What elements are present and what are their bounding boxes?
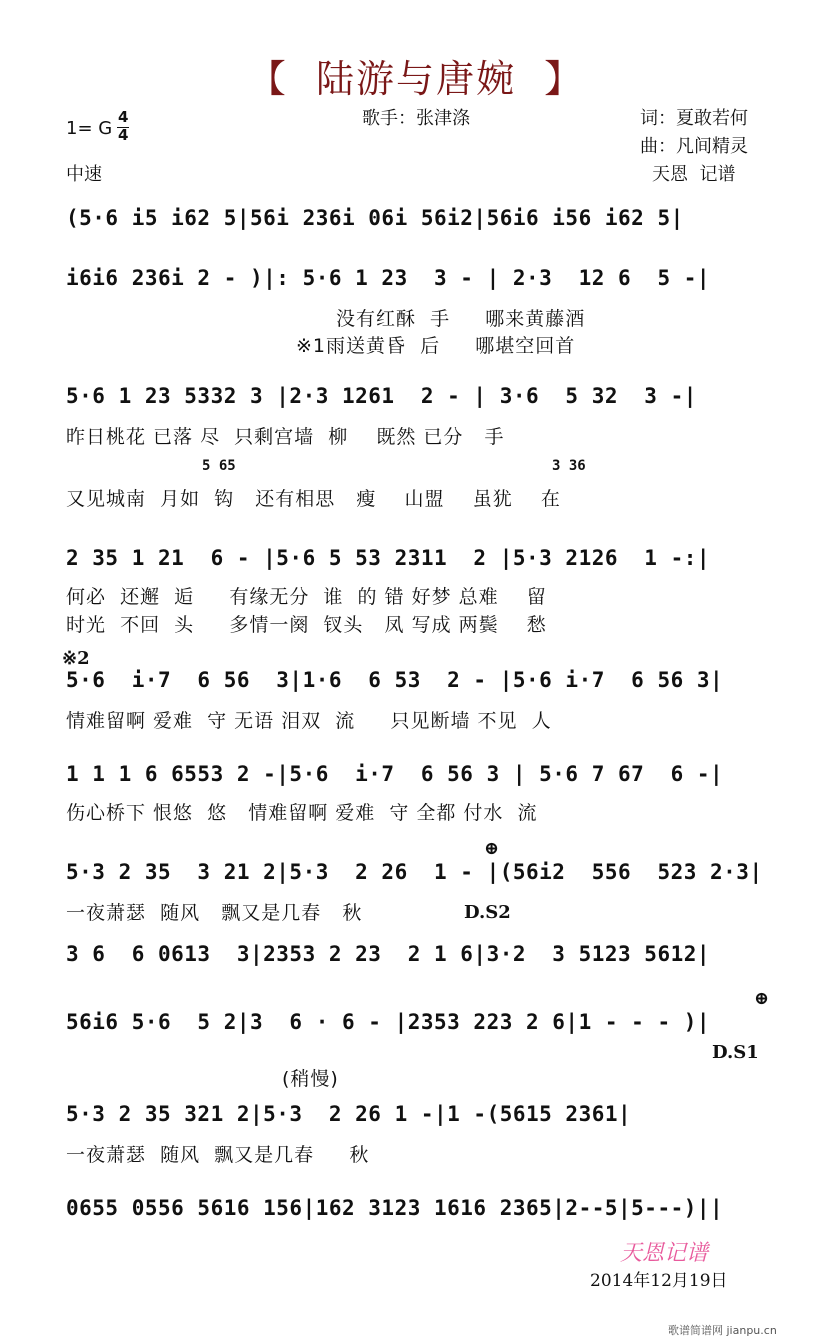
lyric-line-10: 一夜萧瑟 随风 飘又是几春 秋 — [66, 1144, 370, 1166]
segno-2: ※2 — [62, 648, 90, 669]
score-line-5: 5·6 i·7 6 56 3|1·6 6 53 2 - |5·6 i·7 6 56 3| — [66, 668, 724, 692]
singer-credit: 歌手：张津涤 — [362, 108, 470, 129]
lyric-verse2-line1: ※1雨送黄昏 后 哪堪空回首 — [296, 335, 576, 357]
score-line-2: i6i6 236i 2 - )|: 5·6 1 23 3 - | 2·3 12 6 5 -| — [66, 266, 711, 290]
transcriber-stamp: 天恩记谱 — [620, 1241, 709, 1266]
score-line-3: 5·6 1 23 5332 3 |2·3 1261 2 - | 3·6 5 32 3 -| — [66, 384, 697, 408]
coda-marker-1: ⊕ — [484, 838, 500, 859]
coda-marker-2: ⊕ — [754, 988, 770, 1009]
alt-notes-a: 5 65 — [202, 458, 236, 474]
score-line-6: 1 1 1 6 6553 2 -|5·6 i·7 6 56 3 | 5·6 7 67 6 -| — [66, 762, 724, 786]
composer-credit: 曲：凡间精灵 — [640, 136, 748, 157]
lyric-line-5: 情难留啊 爱难 守 无语 泪双 流 只见断墙 不见 人 — [66, 710, 552, 732]
lyric-line-3b: 又见城南 月如 钩 还有相思 瘦 山盟 虽犹 在 — [66, 488, 561, 510]
time-signature-bottom: 4 — [118, 126, 129, 144]
score-line-7: 5·3 2 35 3 21 2|5·3 2 26 1 - |(56i2 556 523 2·3| — [66, 860, 763, 884]
time-signature-top: 4 — [118, 108, 129, 126]
score-line-4: 2 35 1 21 6 - |5·6 5 53 2311 2 |5·3 2126 1 -:| — [66, 546, 711, 570]
score-line-11: 0655 0556 5616 156|162 3123 1616 2365|2--5|5---)|| — [66, 1196, 724, 1220]
lyric-line-3: 昨日桃花 已落 尽 只剩宫墙 柳 既然 已分 手 — [66, 426, 505, 448]
lyric-line-4a: 何必 还邂 逅 有缘无分 谁 的 错 好梦 总难 留 — [66, 586, 547, 608]
score-line-10: 5·3 2 35 321 2|5·3 2 26 1 -|1 -(5615 2361| — [66, 1102, 632, 1126]
ds2-marker: D.S2 — [464, 902, 511, 923]
lyric-verse1-line1: 没有红酥 手 哪来黄藤酒 — [336, 308, 586, 330]
score-line-1: (5·6 i5 i62 5|56i 236i 06i 56i2|56i6 i56 i62 5| — [66, 206, 684, 230]
site-watermark: 歌谱简谱网 jianpu.cn — [668, 1324, 777, 1337]
lyric-line-7: 一夜萧瑟 随风 飘又是几春 秋 — [66, 902, 363, 924]
score-line-8: 3 6 6 0613 3|2353 2 23 2 1 6|3·2 3 5123 5612| — [66, 942, 711, 966]
alt-notes-b: 3 36 — [552, 458, 586, 474]
lyricist-credit: 词：夏敢若何 — [640, 108, 748, 129]
slower-marking: (稍慢) — [282, 1068, 339, 1090]
page-title: 【 陆游与唐婉 】 — [247, 57, 585, 101]
ds1-marker: D.S1 — [712, 1042, 759, 1063]
date-stamp: 2014年12月19日 — [590, 1271, 728, 1291]
score-line-9: 56i6 5·6 5 2|3 6 · 6 - |2353 223 2 6|1 - - - )| — [66, 1010, 711, 1034]
key-signature: 1= G — [66, 118, 113, 139]
lyric-line-4b: 时光 不回 头 多情一阕 钗头 凤 写成 两鬓 愁 — [66, 614, 547, 636]
lyric-line-6: 伤心桥下 恨悠 悠 情难留啊 爱难 守 全都 付水 流 — [66, 802, 538, 824]
transcriber-credit: 天恩 记谱 — [652, 164, 736, 185]
tempo-marking: 中速 — [66, 164, 102, 185]
